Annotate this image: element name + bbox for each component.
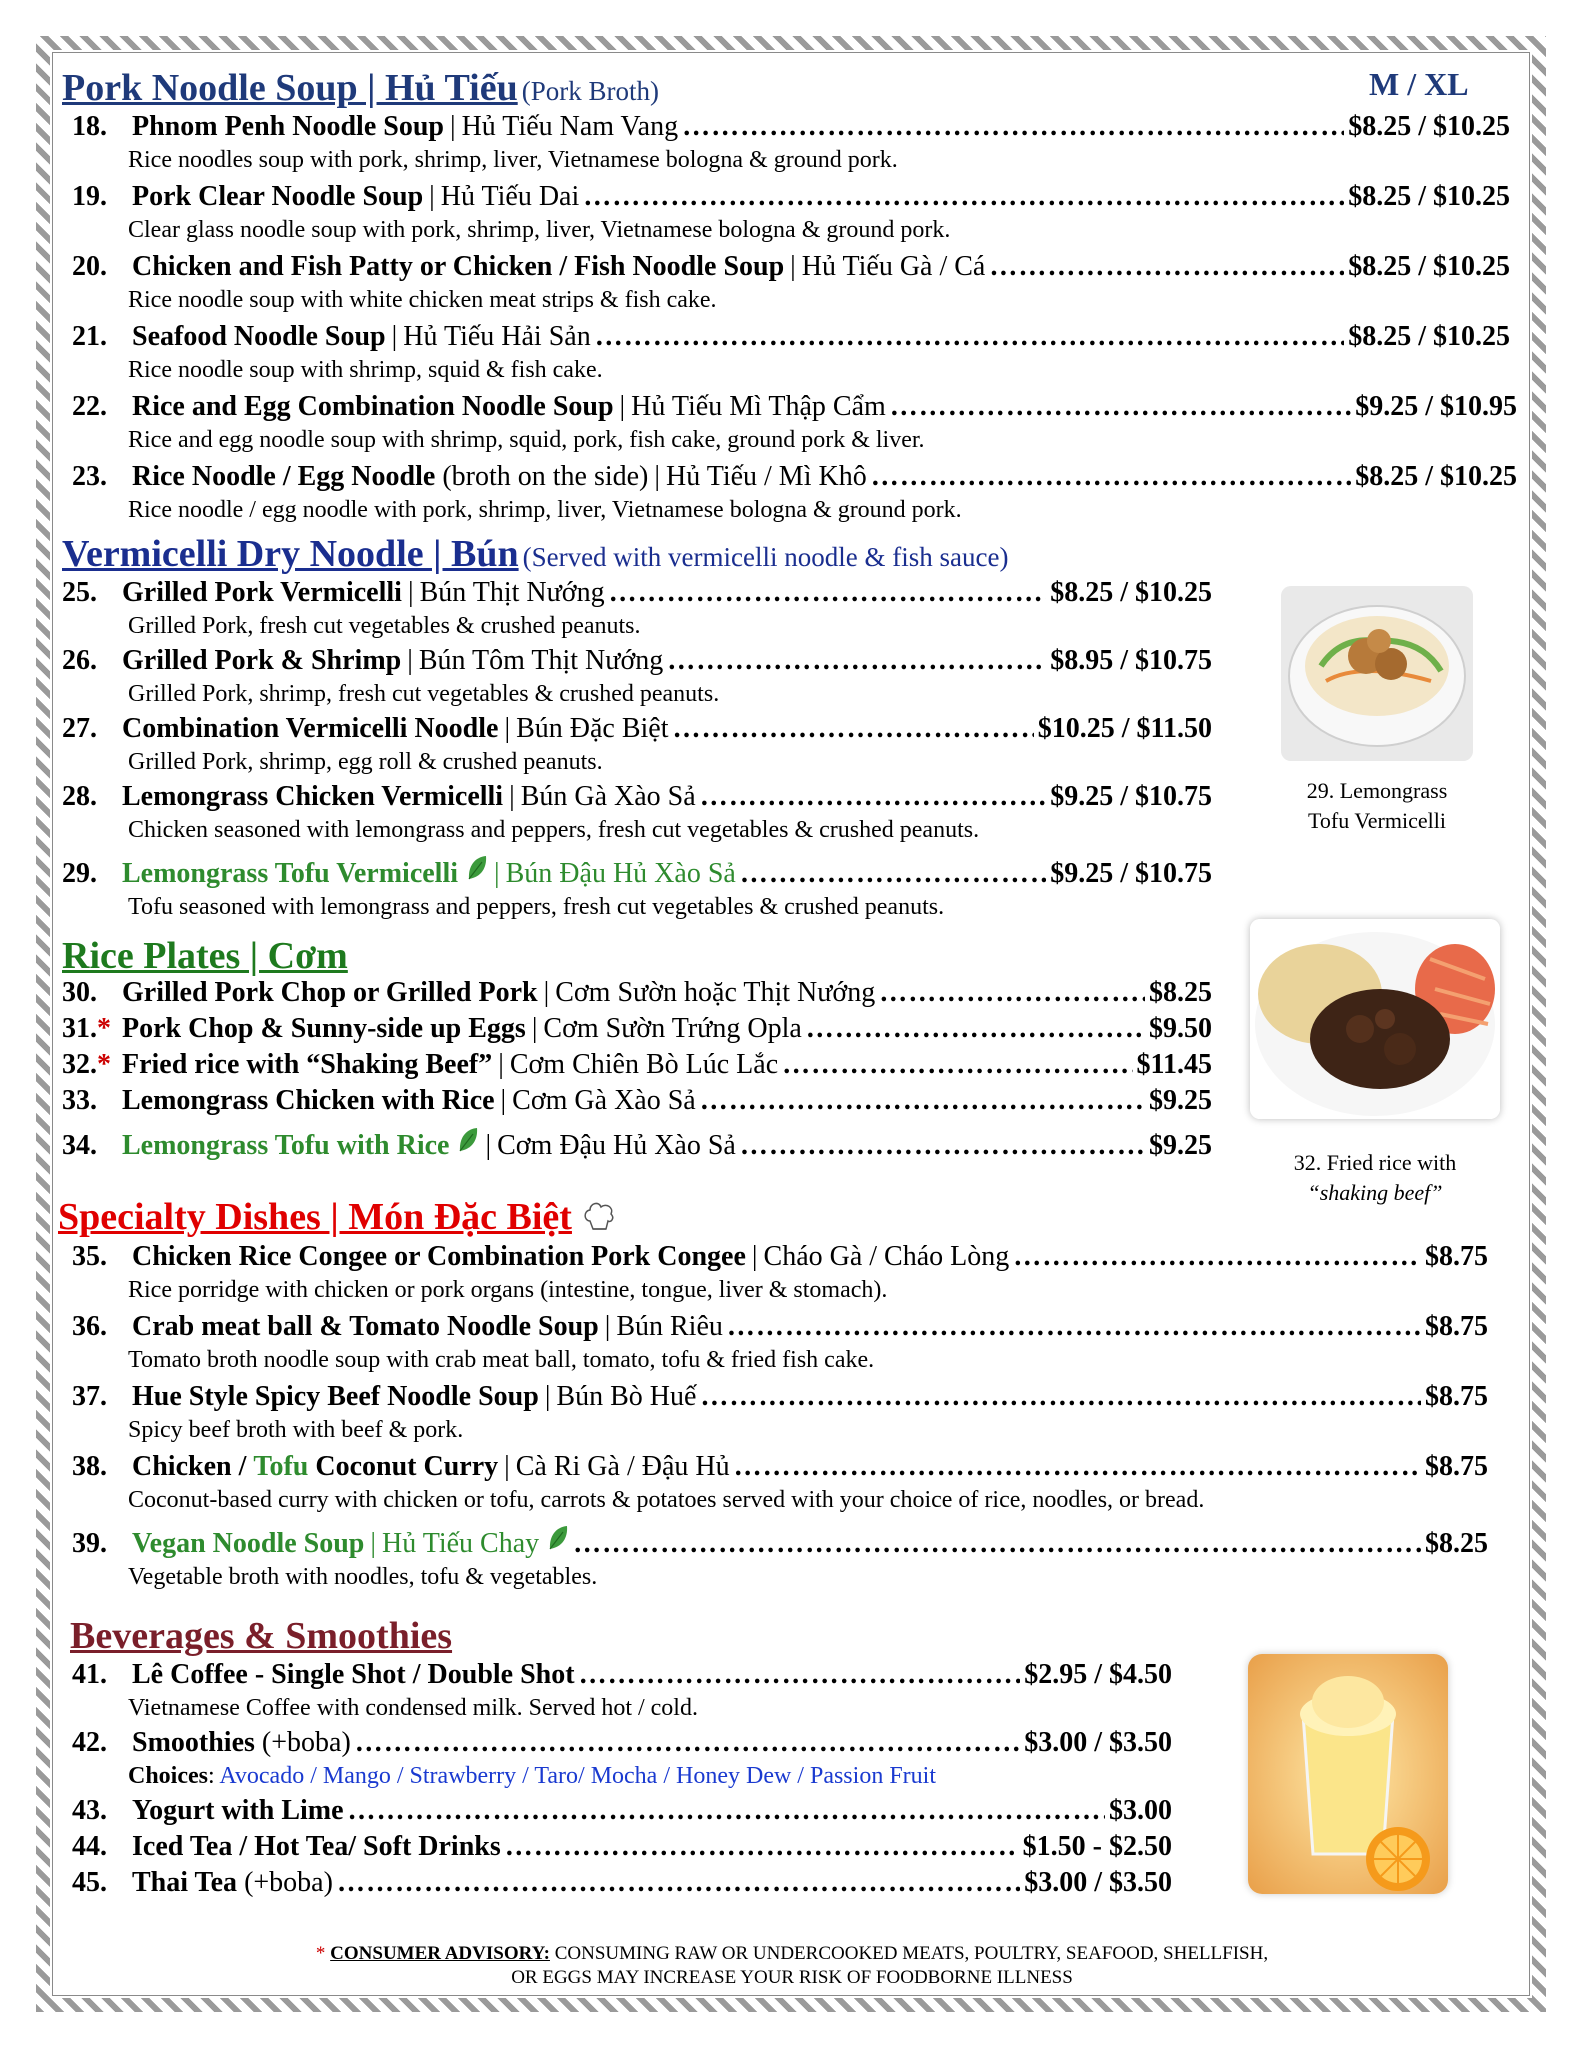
- item-name: Fried rice with “Shaking Beef”: [122, 1049, 493, 1080]
- item-name: Grilled Pork Vermicelli: [122, 577, 402, 608]
- leader-dots: [890, 390, 1351, 424]
- advisory-star: *: [97, 1049, 111, 1080]
- item-name: Lemongrass Tofu with Rice: [122, 1130, 450, 1161]
- item-number: 33.: [62, 1085, 97, 1116]
- menu-item: 31.* Pork Chop & Sunny-side up Eggs | Cơm Sườn Trứng Opla ……………………………………………………………………………………………………………………………………………………………… $9.50: [62, 1012, 1212, 1048]
- item-name: Pork Chop & Sunny-side up Eggs: [122, 1013, 526, 1044]
- smoothie-choices: Choices: Avocado / Mango / Strawberry / Taro/ Mocha / Honey Dew / Passion Fruit: [128, 1763, 936, 1789]
- item-name: Iced Tea / Hot Tea/ Soft Drinks: [132, 1831, 501, 1862]
- menu-item: 22. Rice and Egg Combination Noodle Soup | Hủ Tiếu Mì Thập Cẩm ……………………………………………………………………………………………………………………………………………………………… $9.25 / $10.95 Rice and egg noodle soup with shrimp, squid, pork, fish cake, ground pork & liver.: [62, 390, 1522, 460]
- section-subtitle-pork: (Pork Broth): [521, 76, 659, 106]
- menu-item: 30. Grilled Pork Chop or Grilled Pork | Cơm Sườn hoặc Thịt Nướng ……………………………………………………………………………………………………………………………………………………………… $8.25: [62, 976, 1212, 1012]
- menu-item: 38. Chicken / Tofu Coconut Curry | Cà Ri Gà / Đậu Hủ ……………………………………………………………………………………………………………………………………………………………… $8.75 Coconut-based curry with chicken or tofu, carrots & potatoes served with your choice of rice, noodles, or bread.: [62, 1450, 1522, 1524]
- vermicelli-photo-caption: [1262, 776, 1492, 836]
- section-title-rice: Rice Plates | Cơm: [62, 935, 348, 977]
- item-number: 31.: [62, 1013, 97, 1044]
- leader-dots: [667, 644, 1046, 678]
- caption-line: 32. Fried rice with: [1293, 1150, 1457, 1175]
- item-price: $9.50: [1149, 1013, 1212, 1044]
- menu-item: 34. Lemongrass Tofu with Rice | Cơm Đậu Hủ Xào Sả ……………………………………………………………………………………………………………………………………………………………… $9.25: [62, 1126, 1212, 1166]
- menu-item: 25. Grilled Pork Vermicelli | Bún Thịt Nướng ……………………………………………………………………………………………………………………………………………………………… $8.25 / $10.25 Grilled Pork, fresh cut vegetables & crushed peanuts.: [62, 576, 1522, 644]
- item-name: Grilled Pork & Shrimp: [122, 645, 402, 676]
- leader-dots: [740, 857, 1046, 891]
- leader-dots: [740, 1129, 1145, 1163]
- item-name: Yogurt with Lime: [132, 1795, 344, 1826]
- item-name: Lemongrass Tofu Vermicelli: [122, 858, 459, 889]
- item-number: 23.: [72, 461, 107, 492]
- item-price: $8.25 / $10.25: [1348, 111, 1510, 142]
- menu-item: 28. Lemongrass Chicken Vermicelli | Bún Gà Xào Sả ……………………………………………………………………………………………………………………………………………………………… $9.25 / $10.75 Chicken seasoned with lemongrass and peppers, fresh cut vegetables & crushed peanuts.: [62, 780, 1522, 854]
- menu-item: 23. Rice Noodle / Egg Noodle (broth on the side) | Hủ Tiếu / Mì Khô ……………………………………………………………………………………………………………………………………………………………… $8.25 / $10.25 Rice noodle / egg noodle with pork, shrimp, liver, Vietnamese bologna & ground pork.: [62, 460, 1522, 530]
- shaking-beef-image: [1250, 919, 1500, 1119]
- item-number: 41.: [72, 1659, 107, 1690]
- item-price: $1.50 - $2.50: [1022, 1831, 1172, 1862]
- item-description: Grilled Pork, shrimp, fresh cut vegetables & crushed peanuts.: [128, 681, 720, 707]
- menu-item: 18. Phnom Penh Noodle Soup | Hủ Tiếu Nam Vang ……………………………………………………………………………………………………………………………………………………………… $8.25 / $10.25 Rice noodles soup with pork, shrimp, liver, Vietnamese bologna & ground pork.: [62, 110, 1522, 180]
- leader-dots: [727, 1310, 1421, 1344]
- section-title-pork: Pork Noodle Soup | Hủ Tiếu: [62, 67, 518, 109]
- item-price: $10.25 / $11.50: [1037, 713, 1212, 744]
- item-description: Tofu seasoned with lemongrass and peppers, fresh cut vegetables & crushed peanuts.: [128, 894, 945, 920]
- vegetarian-leaf-icon: [457, 1126, 479, 1154]
- leader-dots: [989, 250, 1344, 284]
- item-price: $3.00 / $3.50: [1024, 1867, 1172, 1898]
- item-number: 18.: [72, 111, 107, 142]
- item-viet-name: Bún Bò Huế: [556, 1381, 697, 1412]
- menu-item: [62, 1794, 1172, 1830]
- item-number: 42.: [72, 1727, 107, 1758]
- item-viet-name: Bún Đậu Hủ Xào Sả: [505, 858, 736, 889]
- leader-dots: [337, 1866, 1020, 1900]
- menu-item: 33. Lemongrass Chicken with Rice | Cơm Gà Xào Sả ……………………………………………………………………………………………………………………………………………………………… $9.25: [62, 1084, 1212, 1120]
- leader-dots: [1013, 1240, 1421, 1274]
- item-price: $3.00: [1109, 1795, 1172, 1826]
- item-name-part: Chicken /: [132, 1451, 254, 1482]
- item-viet-name: Hủ Tiếu Dai: [440, 181, 580, 212]
- fried-rice-photo: [1250, 919, 1500, 1119]
- item-name: Rice and Egg Combination Noodle Soup: [132, 391, 614, 422]
- leader-dots: [700, 1084, 1145, 1118]
- item-price: $8.25 / $10.25: [1355, 461, 1517, 492]
- leader-dots: [700, 1380, 1421, 1414]
- item-price: $8.25 / $10.25: [1348, 181, 1510, 212]
- section-subtitle-vermicelli: (Served with vermicelli noodle & fish sauce): [522, 542, 1009, 572]
- item-description: Vietnamese Coffee with condensed milk. Served hot / cold.: [128, 1695, 698, 1721]
- item-viet-name: Hủ Tiếu Gà / Cá: [801, 251, 986, 282]
- section-title-specialty: Specialty Dishes | Món Đặc Biệt: [58, 1196, 572, 1238]
- leader-dots: [806, 1012, 1145, 1046]
- item-price: $8.25 / $10.25: [1050, 577, 1212, 608]
- menu-item: 19. Pork Clear Noodle Soup | Hủ Tiếu Dai ……………………………………………………………………………………………………………………………………………………………… $8.25 / $10.25 Clear glass noodle soup with pork, shrimp, liver, Vietnamese bologna & ground pork.: [62, 180, 1522, 250]
- item-number: 20.: [72, 251, 107, 282]
- item-viet-name: Hủ Tiếu Hải Sản: [403, 321, 591, 352]
- item-name: Chicken Rice Congee or Combination Pork Congee: [132, 1241, 746, 1272]
- leader-dots: [595, 320, 1345, 354]
- item-number: 34.: [62, 1130, 97, 1161]
- item-number: 36.: [72, 1311, 107, 1342]
- leader-dots: [573, 1527, 1421, 1561]
- menu-item: 29. Lemongrass Tofu Vermicelli | Bún Đậu Hủ Xào Sả ……………………………………………………………………………………………………………………………………………………………… $9.25 / $10.75 Tofu seasoned with lemongrass and peppers, fresh cut vegetables & crushed peanuts.: [62, 854, 1522, 922]
- item-price: $2.95 / $4.50: [1024, 1659, 1172, 1690]
- item-number: 35.: [72, 1241, 107, 1272]
- leader-dots: [700, 780, 1047, 814]
- item-number: 21.: [72, 321, 107, 352]
- section-title-vermicelli: Vermicelli Dry Noodle | Bún: [62, 533, 519, 575]
- advisory-star: *: [97, 1013, 111, 1044]
- item-name-part: Tofu: [253, 1451, 309, 1482]
- item-number: 22.: [72, 391, 107, 422]
- item-name: Seafood Noodle Soup: [132, 321, 386, 352]
- item-description: Rice noodle soup with shrimp, squid & fish cake.: [128, 357, 603, 383]
- item-price: $8.75: [1425, 1451, 1488, 1482]
- size-header: M / XL: [1369, 66, 1469, 102]
- item-number: 25.: [62, 577, 97, 608]
- menu-item: 26. Grilled Pork & Shrimp | Bún Tôm Thịt Nướng ……………………………………………………………………………………………………………………………………………………………… $8.95 / $10.75 Grilled Pork, shrimp, fresh cut vegetables & crushed peanuts.: [62, 644, 1522, 712]
- item-description: Rice porridge with chicken or pork organs (intestine, tongue, liver & stomach).: [128, 1277, 888, 1303]
- leader-dots: [682, 110, 1344, 144]
- menu-item: 35. Chicken Rice Congee or Combination Pork Congee | Cháo Gà / Cháo Lòng ……………………………………………………………………………………………………………………………………………………………… $8.75 Rice porridge with chicken or pork organs (intestine, tongue, liver & stomach).: [62, 1240, 1522, 1310]
- advisory-star: *: [315, 1943, 326, 1964]
- vegetarian-leaf-icon: [547, 1524, 569, 1552]
- item-viet-name: Bún Tôm Thịt Nướng: [418, 645, 664, 676]
- item-name: Lemongrass Chicken with Rice: [122, 1085, 495, 1116]
- item-price: $8.25 / $10.25: [1348, 251, 1510, 282]
- item-price: $3.00 / $3.50: [1024, 1727, 1172, 1758]
- item-price: $8.75: [1425, 1381, 1488, 1412]
- item-name-extra: (broth on the side): [442, 461, 649, 492]
- item-viet-name: Hủ Tiếu Chay: [381, 1528, 540, 1559]
- choices-label: Choices: [128, 1763, 208, 1789]
- item-name: Crab meat ball & Tomato Noodle Soup: [132, 1311, 599, 1342]
- menu-page: [58, 66, 1522, 1988]
- menu-item: [62, 1830, 1172, 1866]
- leader-dots: [355, 1726, 1020, 1760]
- item-description: Spicy beef broth with beef & pork.: [128, 1417, 464, 1443]
- item-name: Combination Vermicelli Noodle: [122, 713, 499, 744]
- menu-item: 20. Chicken and Fish Patty or Chicken / Fish Noodle Soup | Hủ Tiếu Gà / Cá ……………………………………………………………………………………………………………………………………………………………… $8.25 / $10.25 Rice noodle soup with white chicken meat strips & fish cake.: [62, 250, 1522, 320]
- leader-dots: [672, 712, 1033, 746]
- leader-dots: [782, 1048, 1132, 1082]
- item-viet-name: Hủ Tiếu Mì Thập Cẩm: [631, 391, 886, 422]
- smoothie-photo: [1248, 1654, 1448, 1894]
- item-viet-name: Cơm Sườn hoặc Thịt Nướng: [555, 977, 876, 1008]
- item-number: 28.: [62, 781, 97, 812]
- item-name: Thai Tea: [132, 1867, 238, 1898]
- item-number: 37.: [72, 1381, 107, 1412]
- item-viet-name: Cơm Đậu Hủ Xào Sả: [497, 1130, 736, 1161]
- item-price: $8.95 / $10.75: [1050, 645, 1212, 676]
- item-number: 27.: [62, 713, 97, 744]
- item-name: Chicken and Fish Patty or Chicken / Fish Noodle Soup: [132, 251, 785, 282]
- item-description: Clear glass noodle soup with pork, shrimp, liver, Vietnamese bologna & ground pork.: [128, 217, 951, 243]
- leader-dots: [609, 576, 1047, 610]
- item-description: Coconut-based curry with chicken or tofu, carrots & potatoes served with your choice of rice, noodles, or bread.: [128, 1487, 1205, 1513]
- vermicelli-bowl-image: [1281, 586, 1473, 761]
- consumer-advisory: [62, 1942, 1522, 1990]
- leader-dots: [505, 1830, 1019, 1864]
- item-number: 29.: [62, 858, 97, 889]
- item-price: $8.25 / $10.25: [1348, 321, 1510, 352]
- caption-line: “shaking beef”: [1307, 1180, 1443, 1205]
- item-number: 43.: [72, 1795, 107, 1826]
- leader-dots: [583, 180, 1344, 214]
- item-name: Grilled Pork Chop or Grilled Pork: [122, 977, 538, 1008]
- item-viet-name: Bún Thịt Nướng: [419, 577, 605, 608]
- vegetarian-leaf-icon: [466, 854, 488, 882]
- item-price: $9.25: [1149, 1130, 1212, 1161]
- item-name-part: Coconut Curry: [308, 1451, 499, 1482]
- item-description: Vegetable broth with noodles, tofu & vegetables.: [128, 1564, 598, 1590]
- item-price: $9.25 / $10.95: [1355, 391, 1517, 422]
- item-viet-name: Bún Riêu: [616, 1311, 723, 1342]
- item-name: Pork Clear Noodle Soup: [132, 181, 424, 212]
- item-description: Tomato broth noodle soup with crab meat ball, tomato, tofu & fried fish cake.: [128, 1347, 875, 1373]
- leader-dots: [348, 1794, 1105, 1828]
- item-price: $11.45: [1136, 1049, 1212, 1080]
- leader-dots: [871, 460, 1352, 494]
- mango-smoothie-image: [1248, 1654, 1448, 1894]
- choices-list: Avocado / Mango / Strawberry / Taro/ Mocha / Honey Dew / Passion Fruit: [219, 1763, 936, 1789]
- item-name: Hue Style Spicy Beef Noodle Soup: [132, 1381, 539, 1412]
- caption-line: 29. Lemongrass: [1306, 778, 1448, 803]
- chef-hat-icon: [582, 1199, 616, 1235]
- item-number: 44.: [72, 1831, 107, 1862]
- item-number: 32.: [62, 1049, 97, 1080]
- item-name-extra: (+boba): [261, 1727, 351, 1758]
- menu-item: 39. Vegan Noodle Soup | Hủ Tiếu Chay ……………………………………………………………………………………………………………………………………………………………… $8.25 Vegetable broth with noodles, tofu & vegetables.: [62, 1524, 1522, 1594]
- menu-item: 37. Hue Style Spicy Beef Noodle Soup | Bún Bò Huế ……………………………………………………………………………………………………………………………………………………………… $8.75 Spicy beef broth with beef & pork.: [62, 1380, 1522, 1450]
- item-name: Phnom Penh Noodle Soup: [132, 111, 444, 142]
- pork-noodle-section: [62, 66, 1522, 530]
- item-price: $8.75: [1425, 1311, 1488, 1342]
- item-description: Rice noodle / egg noodle with pork, shrimp, liver, Vietnamese bologna & ground pork.: [128, 497, 962, 523]
- item-name-extra: (+boba): [244, 1867, 333, 1898]
- item-number: 30.: [62, 977, 97, 1008]
- leader-dots: [879, 976, 1145, 1010]
- item-number: 45.: [72, 1867, 107, 1898]
- item-price: $8.75: [1425, 1241, 1488, 1272]
- item-description: Rice noodles soup with pork, shrimp, liver, Vietnamese bologna & ground pork.: [128, 147, 898, 173]
- item-name: Lê Coffee - Single Shot / Double Shot: [132, 1659, 575, 1690]
- menu-item: 21. Seafood Noodle Soup | Hủ Tiếu Hải Sản ……………………………………………………………………………………………………………………………………………………………… $8.25 / $10.25 Rice noodle soup with shrimp, squid & fish cake.: [62, 320, 1522, 390]
- advisory-label: CONSUMER ADVISORY:: [330, 1943, 550, 1964]
- menu-item: [62, 1866, 1172, 1902]
- menu-item: 27. Combination Vermicelli Noodle | Bún Đặc Biệt ……………………………………………………………………………………………………………………………………………………………… $10.25 / $11.50 Grilled Pork, shrimp, egg roll & crushed peanuts.: [62, 712, 1522, 780]
- leader-dots: [579, 1658, 1021, 1692]
- item-description: Rice and egg noodle soup with shrimp, squid, pork, fish cake, ground pork & liver.: [128, 427, 925, 453]
- vermicelli-photo: [1281, 586, 1473, 761]
- item-number: 26.: [62, 645, 97, 676]
- item-price: $8.25: [1149, 977, 1212, 1008]
- item-viet-name: Cháo Gà / Cháo Lòng: [763, 1241, 1010, 1272]
- item-viet-name: Cà Ri Gà / Đậu Hủ: [515, 1451, 730, 1482]
- menu-item: 36. Crab meat ball & Tomato Noodle Soup | Bún Riêu ……………………………………………………………………………………………………………………………………………………………… $8.75 Tomato broth noodle soup with crab meat ball, tomato, tofu & fried fish cake.: [62, 1310, 1522, 1380]
- item-description: Grilled Pork, fresh cut vegetables & crushed peanuts.: [128, 613, 641, 639]
- advisory-line-2: OR EGGS MAY INCREASE YOUR RISK OF FOODBORNE ILLNESS: [511, 1967, 1073, 1988]
- item-name: Smoothies: [132, 1727, 255, 1758]
- specialty-section: [58, 1194, 1522, 1594]
- item-description: Chicken seasoned with lemongrass and peppers, fresh cut vegetables & crushed peanuts.: [128, 817, 980, 843]
- item-number: 19.: [72, 181, 107, 212]
- item-viet-name: Cơm Chiên Bò Lúc Lắc: [509, 1049, 779, 1080]
- leader-dots: [734, 1450, 1421, 1484]
- item-viet-name: Bún Đặc Biệt: [516, 713, 669, 744]
- section-title-beverages: Beverages & Smoothies: [70, 1615, 453, 1657]
- item-viet-name: Cơm Gà Xào Sả: [512, 1085, 696, 1116]
- item-description: Rice noodle soup with white chicken meat strips & fish cake.: [128, 287, 717, 313]
- item-price: $9.25 / $10.75: [1050, 781, 1212, 812]
- menu-item: 32.* Fried rice with “Shaking Beef” | Cơm Chiên Bò Lúc Lắc ……………………………………………………………………………………………………………………………………………………………… $11.45: [62, 1048, 1212, 1084]
- item-viet-name: Hủ Tiếu Nam Vang: [461, 111, 679, 142]
- item-description: Grilled Pork, shrimp, egg roll & crushed peanuts.: [128, 749, 603, 775]
- item-price: $8.25: [1425, 1528, 1488, 1559]
- item-number: 38.: [72, 1451, 107, 1482]
- item-viet-name: Cơm Sườn Trứng Opla: [543, 1013, 802, 1044]
- item-number: 39.: [72, 1528, 107, 1559]
- item-name: Vegan Noodle Soup: [132, 1528, 365, 1559]
- advisory-line-1: CONSUMING RAW OR UNDERCOOKED MEATS, POULTRY, SEAFOOD, SHELLFISH,: [554, 1943, 1269, 1964]
- item-price: $9.25 / $10.75: [1050, 858, 1212, 889]
- item-name: Rice Noodle / Egg Noodle: [132, 461, 436, 492]
- caption-line: Tofu Vermicelli: [1308, 808, 1446, 833]
- item-viet-name: Hủ Tiếu / Mì Khô: [665, 461, 867, 492]
- item-name: Lemongrass Chicken Vermicelli: [122, 781, 504, 812]
- item-price: $9.25: [1149, 1085, 1212, 1116]
- item-viet-name: Bún Gà Xào Sả: [520, 781, 696, 812]
